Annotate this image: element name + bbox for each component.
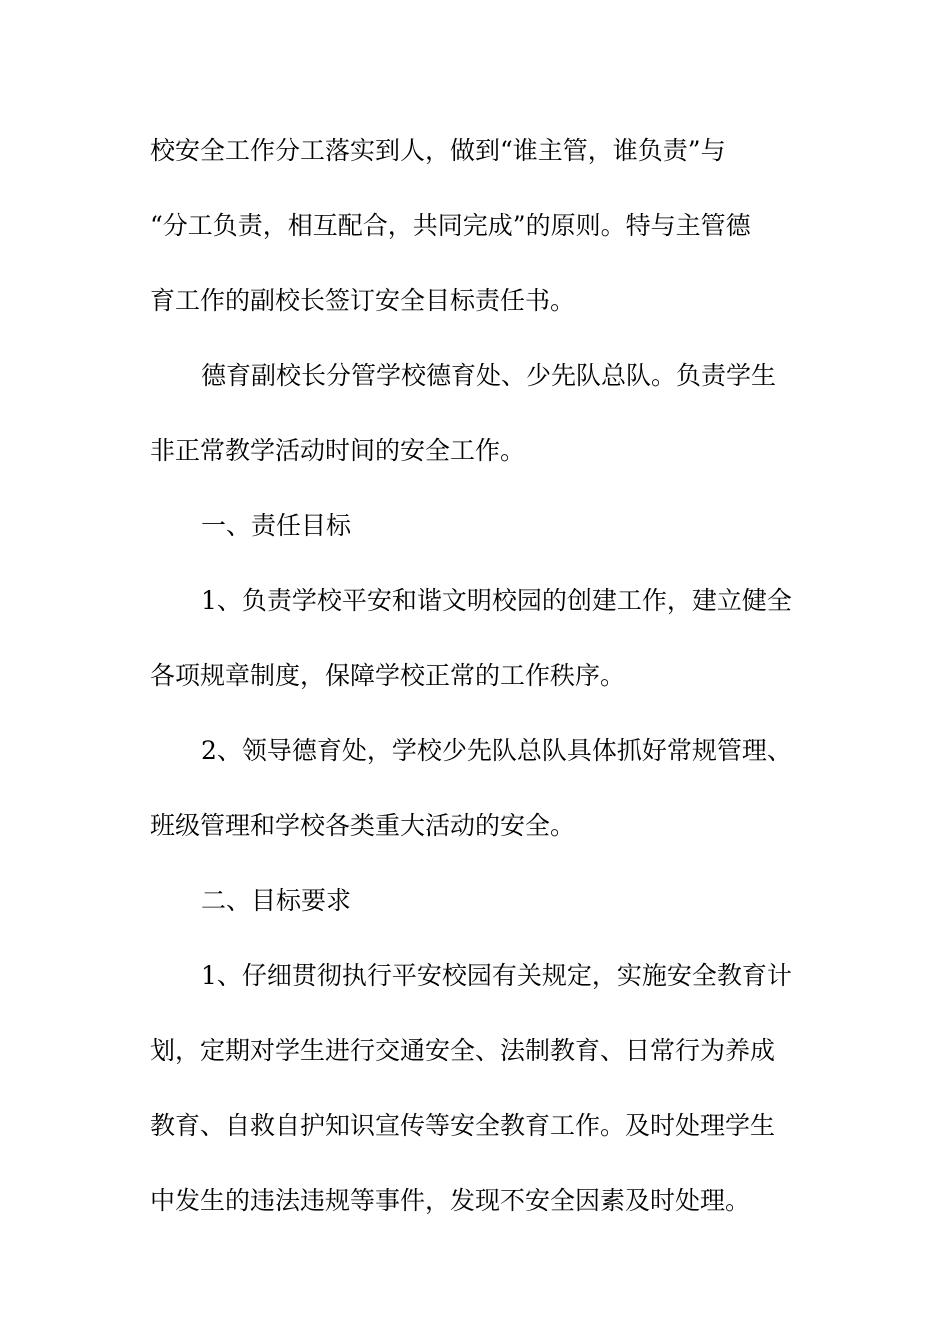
body-text-line: 校安全工作分工落实到人，做到“谁主管，谁负责”与 <box>150 136 726 165</box>
list-item-first-line: 2、领导德育处，学校少先队总队具体抓好常规管理、 <box>201 736 792 765</box>
body-text-line: 班级管理和学校各类重大活动的安全。 <box>150 811 576 840</box>
body-text-line: 中发生的违法违规等事件，发现不安全因素及时处理。 <box>150 1186 751 1215</box>
section-heading: 二、目标要求 <box>201 886 352 915</box>
body-text-line: 划，定期对学生进行交通安全、法制教育、日常行为养成 <box>150 1036 776 1065</box>
body-text-line: 非正常教学活动时间的安全工作。 <box>150 436 526 465</box>
body-text-line: 育工作的副校长签订安全目标责任书。 <box>150 286 576 315</box>
list-item-first-line: 1、负责学校平安和谐文明校园的创建工作，建立健全 <box>201 586 792 615</box>
section-heading: 一、责任目标 <box>201 511 352 540</box>
body-text-line: “分工负责，相互配合，共同完成”的原则。特与主管德 <box>150 211 751 240</box>
body-text-line: 各项规章制度，保障学校正常的工作秩序。 <box>150 661 626 690</box>
paragraph-first-line: 德育副校长分管学校德育处、少先队总队。负责学生 <box>201 361 777 390</box>
list-item-first-line: 1、仔细贯彻执行平安校园有关规定，实施安全教育计 <box>201 961 792 990</box>
body-text-line: 教育、自救自护知识宣传等安全教育工作。及时处理学生 <box>150 1111 776 1140</box>
